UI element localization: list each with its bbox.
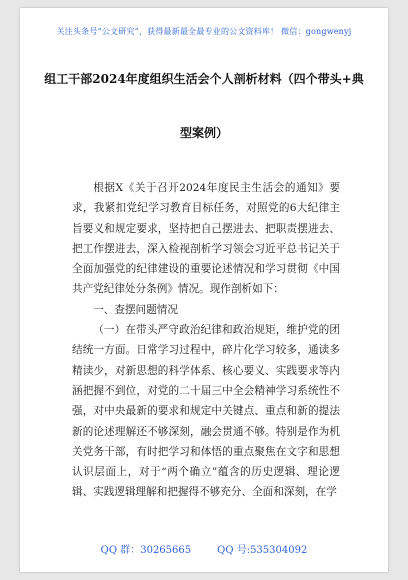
document-title	[42, 70, 366, 141]
document-body	[72, 178, 340, 503]
footer-contact	[20, 541, 388, 556]
problem-paragraph: （一）在带头严守政治纪律和政治规矩，维护党的团结统一方面。日常学习过程中，碎片化学习较多，通读多精读少，对新思想的科学体系、核心要义、实践要求等内涵把握不到位，对党的二十届三中全会精神学习系统性不强，对中央最新的要求和规定中关键点、重点和新的提法新的论述理解还不够深刻，融会贯通不够。特别是作为机关党务干部，有时把学习和体悟的重点聚焦在文字和思想认识层面上，对于“两个确立”蕴含的历史逻辑、理论逻辑、实践逻辑理解和把握得不够充分、全面和深刻，在学	[72, 324, 340, 499]
title-line-1: 组工干部2024年度组织生活会个人剖析材料（四个带头+典	[44, 72, 364, 86]
intro-paragraph: 根据X《关于召开2024年度民主生活会的通知》要求，我紧扣党纪学习教育目标任务，对照党的6大纪律主旨要义和规定要求，坚持把自己摆进去、把职责摆进去、把工作摆进去，深入检视剖析学习领会习近平总书记关于全面加强党的纪律建设的重要论述情况和学习贯彻《中国共产党纪律处分条例》情况。现作剖析如下：	[72, 182, 340, 296]
footer-qq-number: QQ 号:535304092	[217, 545, 308, 556]
footer-qq-group: QQ 群：30265665	[100, 545, 192, 556]
promo-header: 关注头条号“公文研究”，获得最新最全最专业的公文资料库！ 微信：gongwenyj	[56, 27, 352, 36]
document-page	[20, 8, 388, 572]
title-line-2: 型案例）	[179, 126, 228, 140]
section-heading: 一、查摆问题情况	[93, 303, 178, 316]
